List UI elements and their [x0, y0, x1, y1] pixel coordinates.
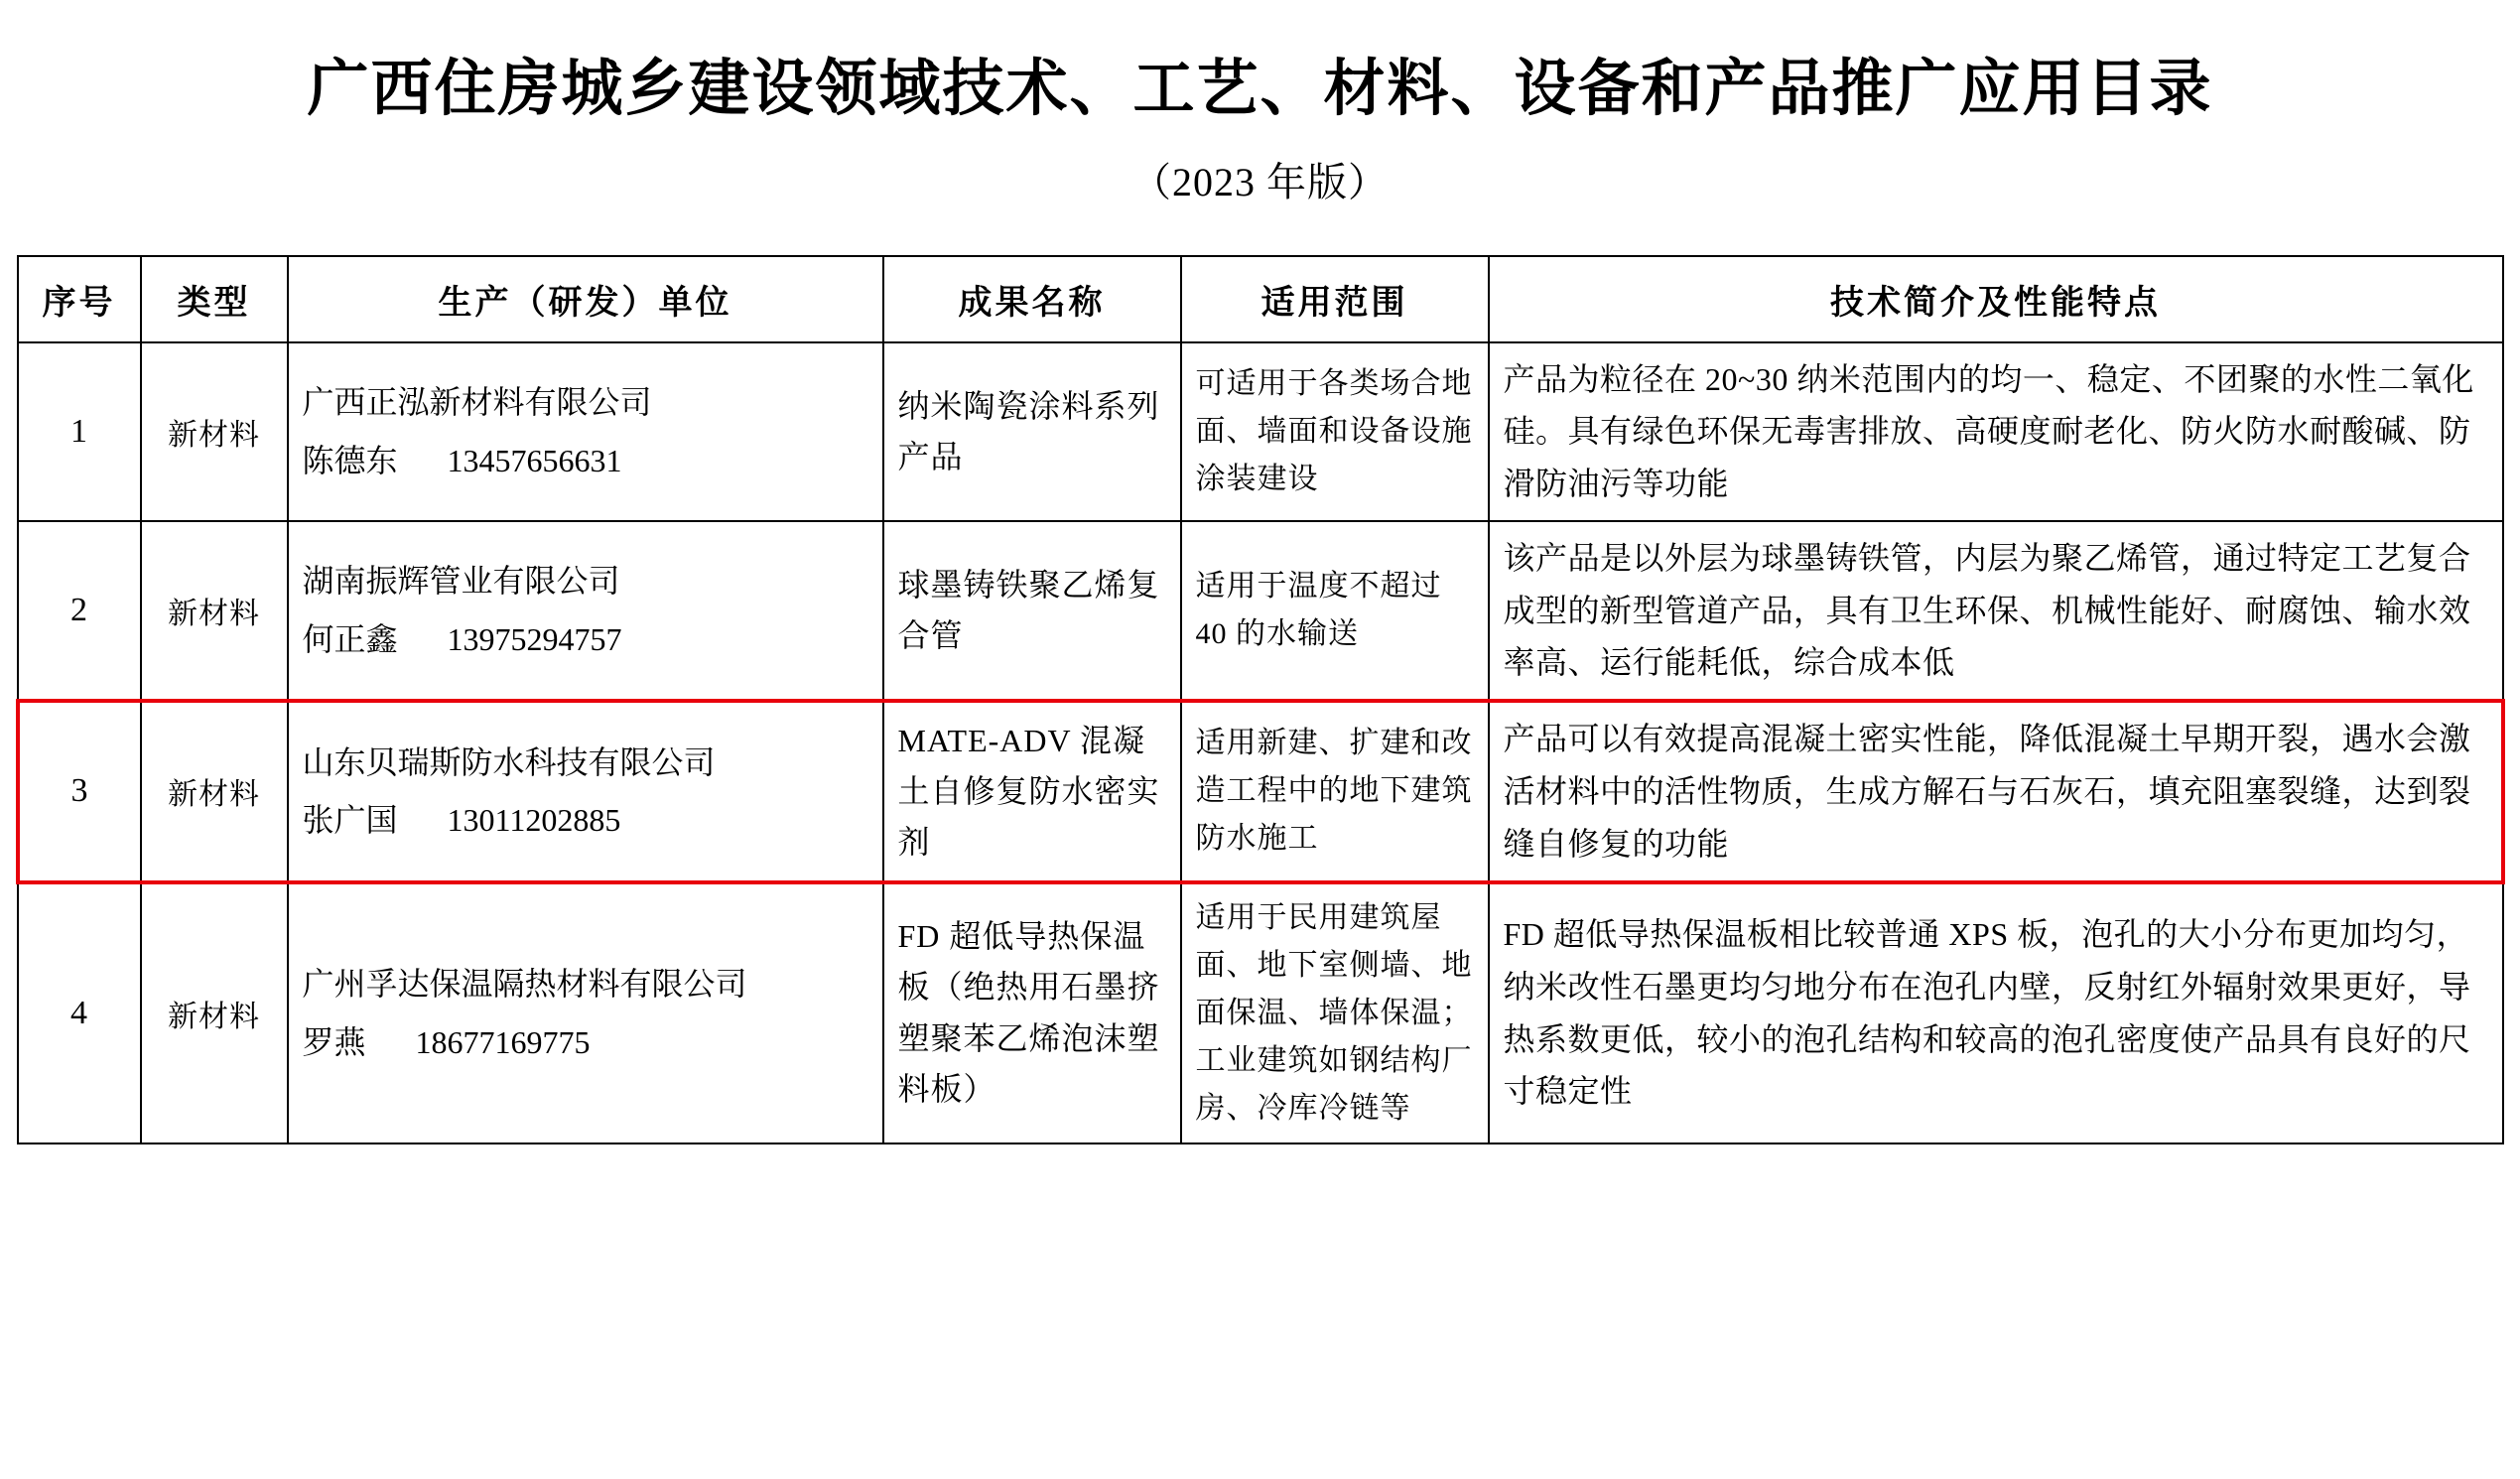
unit-name: 湖南振辉管业有限公司: [302, 563, 620, 600]
unit-contact: [303, 435, 868, 487]
table-body: [18, 342, 2503, 1143]
cell-type: 新材料: [141, 342, 288, 521]
cell-seq: 2: [18, 521, 141, 701]
cell-achievement: MATE-ADV 混凝土自修复防水密实剂: [883, 701, 1181, 881]
column-header-achievement: 成果名称: [883, 256, 1181, 342]
page-subtitle: （2023 年版）: [1131, 159, 1389, 204]
contact-phone: 18677169775: [415, 1023, 591, 1060]
catalog-table: [16, 255, 2505, 1144]
cell-seq: 4: [18, 882, 141, 1143]
table-row: [18, 521, 2503, 701]
cell-scope: 适用于温度不超过 40 的水输送: [1181, 521, 1489, 701]
table-header-row: [18, 256, 2503, 342]
cell-unit: [288, 342, 883, 521]
table-header: [18, 256, 2503, 342]
cell-scope: 适用新建、扩建和改造工程中的地下建筑防水施工: [1181, 701, 1489, 881]
table-row: [18, 882, 2503, 1143]
cell-type: 新材料: [141, 701, 288, 881]
unit-name: 广西正泓新材料有限公司: [302, 383, 652, 420]
cell-unit: [288, 882, 883, 1143]
cell-description: 该产品是以外层为球墨铸铁管，内层为聚乙烯管，通过特定工艺复合成型的新型管道产品，具有卫生环保、机械性能好、耐腐蚀、输水效率高、运行能耗低，综合成本低: [1489, 521, 2503, 701]
cell-unit: [288, 521, 883, 701]
cell-description: 产品为粒径在 20~30 纳米范围内的均一、稳定、不团聚的水性二氧化硅。具有绿色环保无毒害排放、高硬度耐老化、防火防水耐酸碱、防滑防油污等功能: [1489, 342, 2503, 521]
cell-unit: [288, 701, 883, 881]
unit-contact: [303, 794, 868, 847]
contact-person: 张广国: [302, 802, 398, 839]
cell-type: 新材料: [141, 521, 288, 701]
cell-achievement: FD 超低导热保温板（绝热用石墨挤塑聚苯乙烯泡沫塑料板）: [883, 882, 1181, 1143]
column-header-seq: 序号: [18, 256, 141, 342]
page-title: 广西住房城乡建设领域技术、工艺、材料、设备和产品推广应用目录: [307, 56, 2213, 123]
column-header-unit: 生产（研发）单位: [288, 256, 883, 342]
column-header-description: 技术简介及性能特点: [1489, 256, 2503, 342]
column-header-type: 类型: [141, 256, 288, 342]
column-header-scope: 适用范围: [1181, 256, 1489, 342]
table-row-highlighted: [18, 701, 2503, 881]
cell-seq: 1: [18, 342, 141, 521]
cell-scope: 可适用于各类场合地面、墙面和设备设施涂装建设: [1181, 342, 1489, 521]
cell-achievement: 纳米陶瓷涂料系列产品: [883, 342, 1181, 521]
contact-person: 何正鑫: [302, 621, 398, 658]
cell-achievement: 球墨铸铁聚乙烯复合管: [883, 521, 1181, 701]
cell-description: FD 超低导热保温板相比较普通 XPS 板，泡孔的大小分布更加均匀，纳米改性石墨更均匀地分布在泡孔内壁，反射红外辐射效果更好，导热系数更低，较小的泡孔结构和较高的泡孔密度使产品具有良好的尺寸稳定性: [1489, 882, 2503, 1143]
cell-scope: 适用于民用建筑屋面、地下室侧墙、地面保温、墙体保温；工业建筑如钢结构厂房、冷库冷链等: [1181, 882, 1489, 1143]
cell-seq: 3: [18, 701, 141, 881]
unit-name: 广州孚达保温隔热材料有限公司: [302, 965, 747, 1002]
unit-contact: [303, 1016, 868, 1069]
unit-contact: [303, 613, 868, 666]
contact-phone: 13975294757: [447, 621, 622, 658]
contact-person: 罗燕: [302, 1023, 366, 1060]
table-row: [18, 342, 2503, 521]
contact-phone: 13457656631: [447, 442, 622, 478]
cell-description: 产品可以有效提高混凝土密实性能，降低混凝土早期开裂，遇水会激活材料中的活性物质，生成方解石与石灰石，填充阻塞裂缝，达到裂缝自修复的功能: [1489, 701, 2503, 881]
cell-type: 新材料: [141, 882, 288, 1143]
unit-name: 山东贝瑞斯防水科技有限公司: [302, 743, 716, 780]
contact-phone: 13011202885: [447, 802, 621, 839]
contact-person: 陈德东: [302, 442, 398, 478]
